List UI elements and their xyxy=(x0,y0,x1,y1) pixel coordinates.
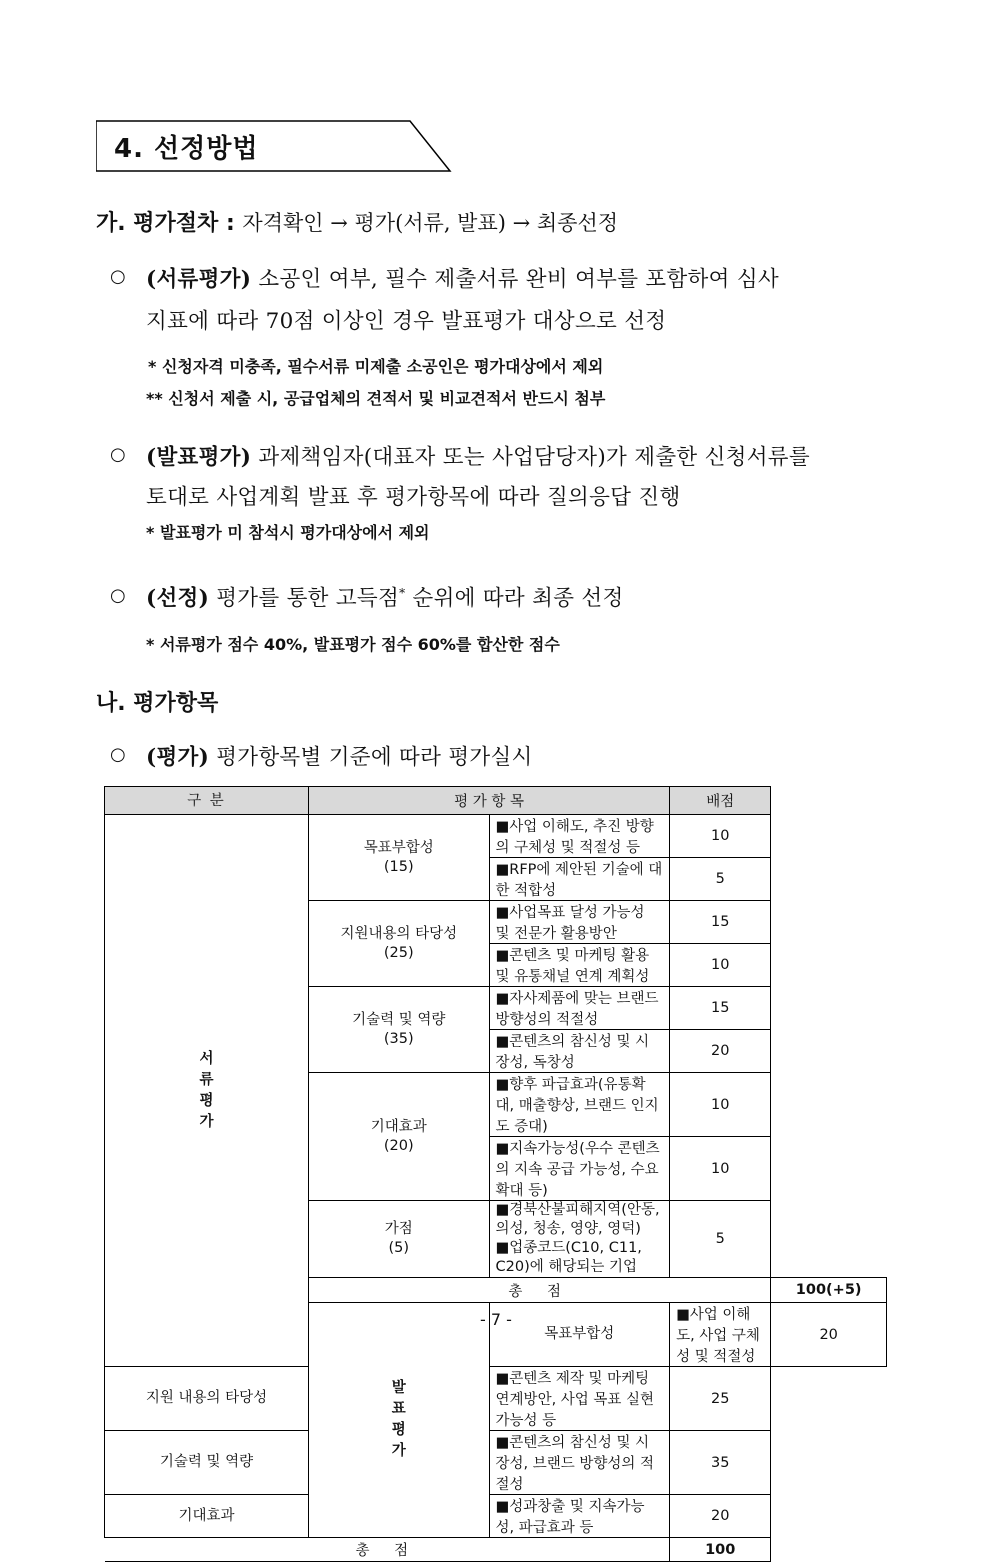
pres-category-label: 발표평가 xyxy=(391,1380,406,1459)
procedure-separator: : xyxy=(218,211,243,236)
pres-eval-line2: 토대로 사업계획 발표 후 평가항목에 따라 질의응답 진행 xyxy=(146,485,681,510)
pres-eval-text1: 과제책임자(대표자 또는 사업담당자)가 제출한 신청서류를 xyxy=(251,445,810,470)
item-bullet: ■ xyxy=(495,1202,510,1218)
selection-note1: * 서류평가 점수 40%, 발표평가 점수 60%를 합산한 점수 xyxy=(146,635,560,654)
doc-group-3 xyxy=(309,1073,490,1201)
evaluation-table xyxy=(104,786,887,1562)
item-bullet: ■ xyxy=(495,862,510,878)
eval-items-line1 xyxy=(146,740,533,771)
doc-group-3-weight: (20) xyxy=(383,1137,414,1154)
section-title: 4. 선정방법 xyxy=(114,134,259,164)
doc-group-1 xyxy=(309,901,490,987)
items-heading xyxy=(96,686,218,717)
doc-group-2 xyxy=(309,987,490,1073)
doc-group-2-name: 기술력 및 역량 xyxy=(352,1011,446,1028)
doc-group-0 xyxy=(309,815,490,901)
doc-item-2-1 xyxy=(489,1030,670,1073)
doc-score-0-0: 10 xyxy=(670,815,771,858)
pres-score-2: 35 xyxy=(670,1431,771,1495)
doc-eval-note1: * 신청자격 미충족, 필수서류 미제출 소공인은 평가대상에서 제외 xyxy=(148,357,604,376)
doc-eval-key: (서류평가) xyxy=(146,267,252,292)
table-row xyxy=(105,1367,887,1431)
doc-group-4-name: 가점 xyxy=(384,1221,413,1237)
item-bullet: ■ xyxy=(495,905,510,921)
pres-item-2-text: 콘텐츠의 참신성 및 시장성, 브랜드 방향성의 적절성 xyxy=(495,1435,655,1493)
item-bullet: ■ xyxy=(495,1435,510,1451)
procedure-heading xyxy=(96,206,618,237)
pres-score-1: 25 xyxy=(670,1367,771,1431)
item-bullet: ■ xyxy=(495,1034,510,1050)
doc-item-3-0 xyxy=(489,1073,670,1137)
header-score: 배점 xyxy=(670,787,771,815)
pres-item-3-text: 성과창출 및 지속가능성, 파급효과 등 xyxy=(495,1499,645,1536)
item-bullet: ■ xyxy=(495,1077,510,1093)
doc-eval-line2: 지표에 따라 70점 이상인 경우 발표평가 대상으로 선정 xyxy=(146,309,667,334)
selection-text1b: 순위에 따라 최종 선정 xyxy=(405,586,624,611)
doc-item-0-1-text: RFP에 제안된 기술에 대한 적합성 xyxy=(495,862,663,899)
eval-items-bullet: ○ xyxy=(110,744,126,765)
doc-score-2-0: 15 xyxy=(670,987,771,1030)
selection-text1a: 평가를 통한 고득점 xyxy=(209,586,400,611)
doc-score-4-0: 5 xyxy=(670,1201,771,1278)
doc-item-1-1 xyxy=(489,944,670,987)
doc-group-2-weight: (35) xyxy=(383,1030,414,1047)
table-header-row xyxy=(105,787,887,815)
doc-group-1-weight: (25) xyxy=(383,944,414,961)
item-bullet: ■ xyxy=(495,1371,510,1387)
table-row xyxy=(105,1431,887,1495)
doc-item-4-0 xyxy=(489,1201,670,1278)
doc-group-3-name: 기대효과 xyxy=(370,1118,427,1135)
pres-group-0-name: 목표부합성 xyxy=(489,1303,670,1367)
table-row xyxy=(105,815,887,858)
item-bullet: ■ xyxy=(495,1141,510,1157)
doc-group-0-weight: (15) xyxy=(383,858,414,875)
pres-item-1-text: 콘텐츠 제작 및 마케팅 연계방안, 사업 목표 실현가능성 등 xyxy=(495,1371,655,1429)
doc-score-2-1: 20 xyxy=(670,1030,771,1073)
doc-item-0-0-text: 사업 이해도, 추진 방향의 구체성 및 적절성 등 xyxy=(495,819,654,856)
selection-bullet: ○ xyxy=(110,585,126,606)
pres-group-3-name: 기대효과 xyxy=(105,1495,309,1538)
doc-eval-line1 xyxy=(146,262,779,293)
doc-score-1-0: 15 xyxy=(670,901,771,944)
page-number: - 7 - xyxy=(480,1310,512,1329)
item-bullet: ■ xyxy=(495,1499,510,1515)
doc-eval-text1: 소공인 여부, 필수 제출서류 완비 여부를 포함하여 심사 xyxy=(251,267,779,292)
doc-score-0-1: 5 xyxy=(670,858,771,901)
table-row xyxy=(105,1495,887,1538)
pres-eval-line1 xyxy=(146,440,810,471)
doc-item-0-1 xyxy=(489,858,670,901)
doc-item-4-0-text: 경북산불피해지역(안동, 의성, 청송, 영양, 영덕) xyxy=(495,1202,660,1237)
doc-total-score: 100(+5) xyxy=(771,1278,887,1303)
header-items: 평 가 항 목 xyxy=(309,787,670,815)
doc-item-3-1 xyxy=(489,1137,670,1201)
doc-item-2-1-text: 콘텐츠의 참신성 및 시장성, 독창성 xyxy=(495,1034,650,1071)
selection-sup: * xyxy=(399,585,406,600)
item-bullet: ■ xyxy=(495,1240,510,1256)
procedure-label: 가. 평가절차 xyxy=(96,211,219,236)
pres-eval-note1: * 발표평가 미 참석시 평가대상에서 제외 xyxy=(146,523,430,542)
selection-key: (선정) xyxy=(146,586,210,611)
pres-item-2 xyxy=(489,1431,670,1495)
pres-item-0-text: 사업 이해도, 사업 구체성 및 적절성 xyxy=(676,1307,760,1365)
doc-category-label: 서류평가 xyxy=(199,1050,214,1130)
doc-item-1-1-text: 콘텐츠 및 마케팅 활용 및 유통채널 연계 계획성 xyxy=(495,948,650,985)
items-label: 나. 평가항목 xyxy=(96,691,219,716)
eval-items-text1: 평가항목별 기준에 따라 평가실시 xyxy=(209,745,533,770)
doc-group-0-name: 목표부합성 xyxy=(363,839,434,856)
pres-eval-bullet: ○ xyxy=(110,444,126,465)
pres-group-2-name: 기술력 및 역량 xyxy=(105,1431,309,1495)
pres-item-3 xyxy=(489,1495,670,1538)
doc-total-label: 총 점 xyxy=(309,1278,771,1303)
header-category: 구 분 xyxy=(105,787,309,815)
doc-group-4 xyxy=(309,1201,490,1278)
item-bullet: ■ xyxy=(495,819,510,835)
item-bullet: ■ xyxy=(676,1307,690,1323)
pres-total-score: 100 xyxy=(670,1538,771,1562)
pres-total-label: 총 점 xyxy=(105,1538,670,1562)
pres-eval-key: (발표평가) xyxy=(146,445,252,470)
doc-score-3-0: 10 xyxy=(670,1073,771,1137)
selection-line1 xyxy=(146,581,624,612)
pres-category-cell xyxy=(309,1303,490,1538)
item-bullet: ■ xyxy=(495,991,510,1007)
pres-total-row xyxy=(105,1538,887,1562)
doc-item-4-0-text2: 업종코드(C10, C11, C20)에 해당되는 기업 xyxy=(495,1240,642,1275)
section-header xyxy=(96,120,456,172)
doc-item-1-0 xyxy=(489,901,670,944)
pres-group-1-name: 지원 내용의 타당성 xyxy=(105,1367,309,1431)
doc-item-3-1-text: 지속가능성(우수 콘텐츠의 지속 공급 가능성, 수요 확대 등) xyxy=(495,1141,660,1199)
eval-items-key: (평가) xyxy=(146,745,210,770)
procedure-text: 자격확인 → 평가(서류, 발표) → 최종선정 xyxy=(242,211,619,235)
item-bullet: ■ xyxy=(495,948,510,964)
doc-group-1-name: 지원내용의 타당성 xyxy=(340,925,458,942)
doc-item-1-0-text: 사업목표 달성 가능성 및 전문가 활용방안 xyxy=(495,905,645,942)
doc-item-3-0-text: 향후 파급효과(유통확대, 매출향상, 브랜드 인지도 증대) xyxy=(495,1077,659,1135)
pres-item-1 xyxy=(489,1367,670,1431)
doc-eval-bullet: ○ xyxy=(110,266,126,287)
doc-item-0-0 xyxy=(489,815,670,858)
pres-score-3: 20 xyxy=(670,1495,771,1538)
doc-item-2-0 xyxy=(489,987,670,1030)
doc-category-cell xyxy=(105,815,309,1367)
doc-score-3-1: 10 xyxy=(670,1137,771,1201)
doc-item-2-0-text: 자사제품에 맞는 브랜드 방향성의 적절성 xyxy=(495,991,659,1028)
doc-group-4-weight: (5) xyxy=(388,1240,410,1256)
doc-score-1-1: 10 xyxy=(670,944,771,987)
pres-score-0: 20 xyxy=(771,1303,887,1367)
doc-eval-note2: ** 신청서 제출 시, 공급업체의 견적서 및 비교견적서 반드시 첨부 xyxy=(146,389,606,408)
